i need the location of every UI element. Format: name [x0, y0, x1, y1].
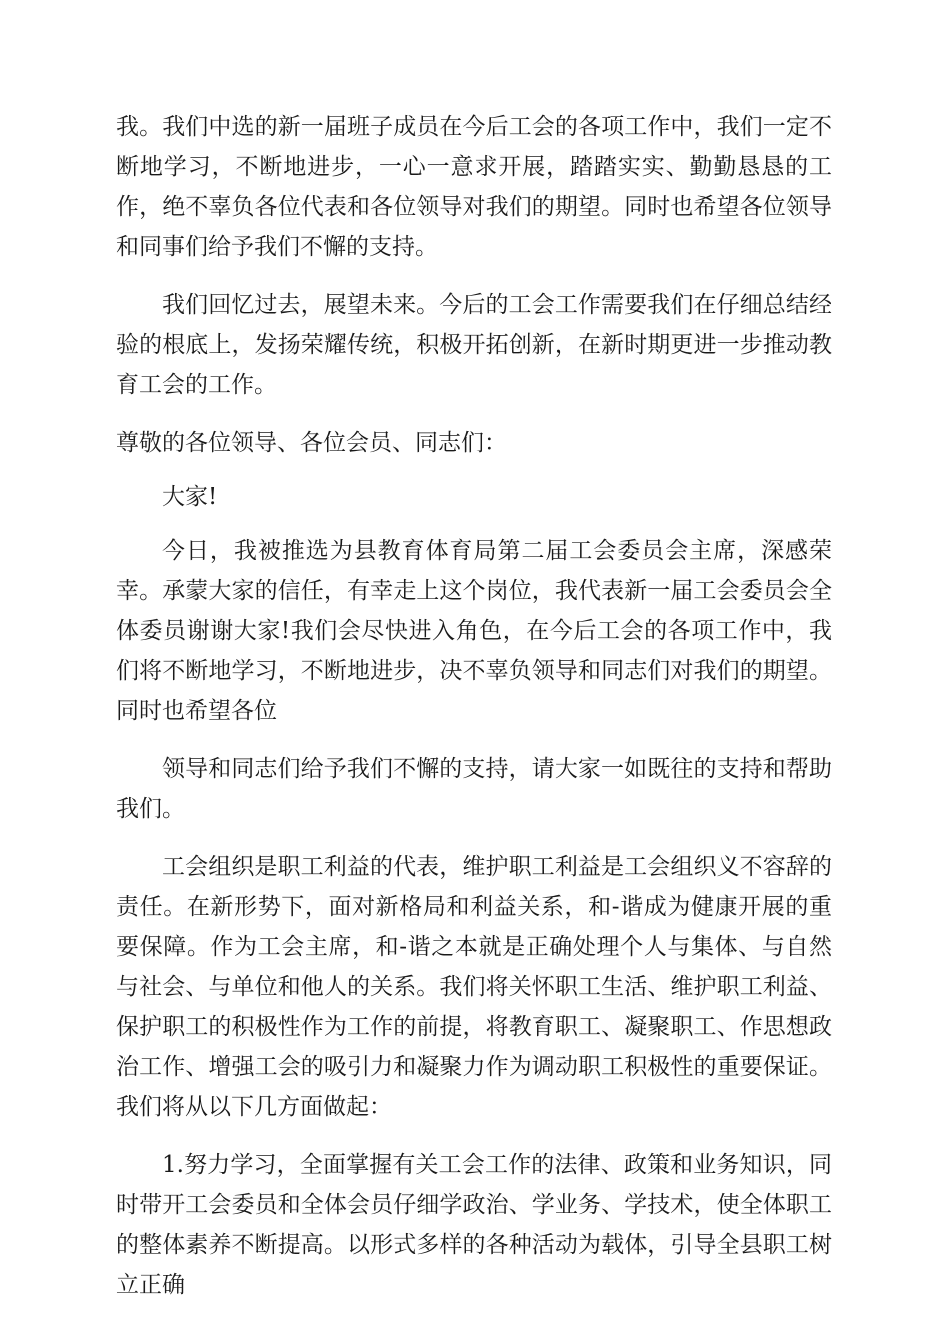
paragraph-point-1: 1.努力学习，全面掌握有关工会工作的法律、政策和业务知识，同时带开工会委员和全体会员仔细学政治、学业务、学技术，使全体职工的整体素养不断提高。以形式多样的各种活动为载体，引导全县职工树立正确 — [116, 1152, 832, 1298]
speech-greeting: 大家! — [162, 484, 218, 510]
paragraph-union-role: 工会组织是职工利益的代表，维护职工利益是工会组织义不容辞的责任。在新形势下，面对新格局和利益关系，和-谐成为健康开展的重要保障。作为工会主席，和-谐之本就是正确处理个人与集体、与自然与社会、与单位和他人的关系。我们将关怀职工生活、维护职工利益、保护职工的积极性作为工作的前提，将教育职工、凝聚职工、作思想政治工作、增强工会的吸引力和凝聚力作为调动职工积极性的重要保证。我们将从以下几方面做起： — [116, 854, 832, 1120]
paragraph-support-request: 领导和同志们给予我们不懈的支持，请大家一如既往的支持和帮助我们。 — [116, 756, 832, 822]
speech-salutation: 尊敬的各位领导、各位会员、同志们： — [116, 430, 507, 456]
paragraph-continuation: 我。我们中选的新一届班子成员在今后工会的各项工作中，我们一定不断地学习，不断地进步，一心一意求开展，踏踏实实、勤勤恳恳的工作，绝不辜负各位代表和各位领导对我们的期望。同时也希望各位领导和同事们给予我们不懈的支持。 — [116, 114, 832, 260]
paragraph-election: 今日，我被推选为县教育体育局第二届工会委员会主席，深感荣幸。承蒙大家的信任，有幸走上这个岗位，我代表新一届工会委员会全体委员谢谢大家!我们会尽快进入角色，在今后工会的各项工作中，我们将不断地学习，不断地进步，决不辜负领导和同志们对我们的期望。同时也希望各位 — [116, 538, 832, 724]
document-page — [116, 107, 832, 1323]
paragraph-review-future: 我们回忆过去，展望未来。今后的工会工作需要我们在仔细总结经验的根底上，发扬荣耀传统，积极开拓创新，在新时期更进一步推动教育工会的工作。 — [116, 292, 832, 398]
